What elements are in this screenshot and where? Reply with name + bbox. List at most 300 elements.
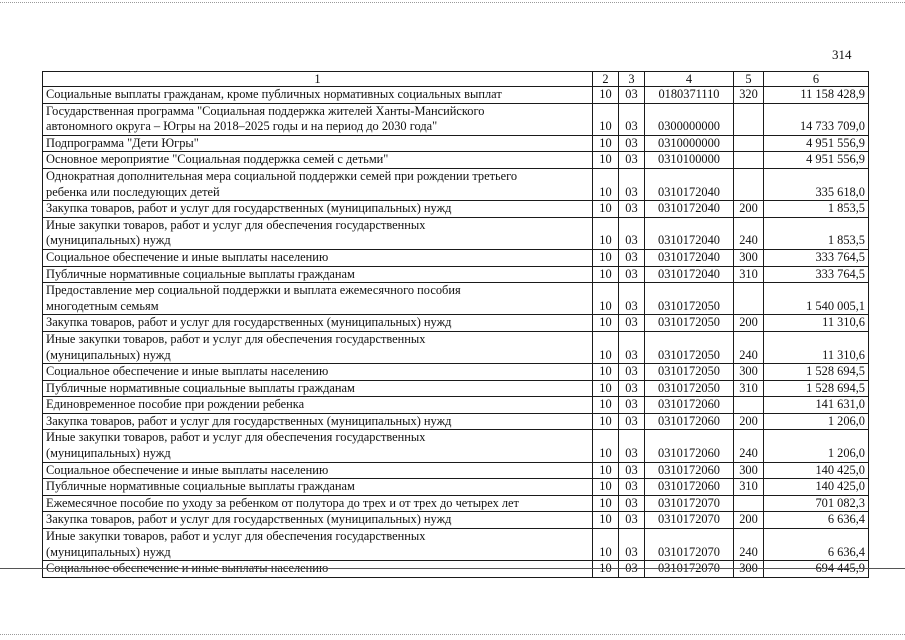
row-expense-type (734, 380, 764, 397)
budget-table (42, 71, 869, 578)
row-section (593, 512, 619, 529)
row-subsection-text: 03 (625, 201, 638, 216)
row-section-text: 10 (599, 462, 612, 477)
row-name-text: Однократная дополнительная мера социальной поддержки семей при рождении третьего ребенка или последующих детей (46, 168, 518, 199)
row-name-text: Закупка товаров, работ и услуг для государственных (муниципальных) нужд (46, 201, 452, 216)
row-subsection (619, 512, 645, 529)
row-amount-text: 140 425,0 (815, 479, 865, 494)
row-subsection (619, 217, 645, 249)
row-target-code-text: 0310172060 (658, 413, 720, 428)
row-expense-type (734, 529, 764, 561)
row-name (43, 249, 593, 266)
row-target-code (645, 152, 734, 169)
row-subsection (619, 364, 645, 381)
row-expense-type-text: 300 (739, 249, 758, 264)
row-name-text: Государственная программа "Социальная поддержка жителей Ханты-Мансийского автономного округа – Югры на 2018–2025 годы и на период до 2030 года" (46, 103, 485, 134)
table-row (43, 512, 869, 529)
row-target-code (645, 87, 734, 104)
table-row (43, 462, 869, 479)
row-subsection-text: 03 (625, 380, 638, 395)
row-name-text: Социальное обеспечение и иные выплаты населению (46, 364, 329, 379)
row-target-code-text: 0310172060 (658, 462, 720, 477)
row-target-code (645, 413, 734, 430)
row-subsection-text: 03 (625, 135, 638, 150)
row-target-code (645, 462, 734, 479)
row-expense-type (734, 103, 764, 135)
row-expense-type (734, 135, 764, 152)
row-name (43, 512, 593, 529)
row-section-text: 10 (599, 364, 612, 379)
row-section (593, 249, 619, 266)
row-section-text: 10 (599, 544, 612, 559)
row-subsection-text: 03 (625, 397, 638, 412)
row-expense-type (734, 168, 764, 200)
row-expense-type-text: 200 (739, 315, 758, 330)
row-expense-type-text: 200 (739, 512, 758, 527)
table-row (43, 135, 869, 152)
row-section (593, 561, 619, 578)
row-expense-type (734, 479, 764, 496)
row-name-text: Иные закупки товаров, работ и услуг для обеспечения государственных (муниципальных) нужд (46, 529, 426, 559)
row-section (593, 495, 619, 512)
row-name (43, 103, 593, 135)
table-row (43, 529, 869, 561)
row-section (593, 168, 619, 200)
row-amount-text: 694 445,9 (815, 561, 865, 576)
row-name-text: Основное мероприятие "Социальная поддержка семей с детьми" (46, 152, 389, 167)
row-section (593, 135, 619, 152)
row-section (593, 315, 619, 332)
row-section (593, 266, 619, 283)
row-section (593, 479, 619, 496)
row-target-code-text: 0310172060 (658, 446, 720, 461)
row-name-text: Закупка товаров, работ и услуг для государственных (муниципальных) нужд (46, 413, 452, 428)
row-expense-type (734, 462, 764, 479)
row-target-code (645, 168, 734, 200)
row-amount (764, 479, 869, 496)
row-target-code (645, 135, 734, 152)
row-amount (764, 152, 869, 169)
row-name (43, 217, 593, 249)
row-amount-text: 6 636,4 (827, 512, 865, 527)
table-row (43, 217, 869, 249)
row-section-text: 10 (599, 152, 612, 167)
row-section (593, 462, 619, 479)
row-target-code (645, 249, 734, 266)
row-name-text: Социальное обеспечение и иные выплаты населению (46, 561, 329, 576)
row-section (593, 283, 619, 315)
row-amount (764, 495, 869, 512)
row-expense-type (734, 87, 764, 104)
row-amount (764, 364, 869, 381)
row-name-text: Подпрограмма "Дети Югры" (46, 135, 199, 150)
row-expense-type (734, 217, 764, 249)
row-name (43, 364, 593, 381)
row-amount (764, 397, 869, 414)
row-name-text: Социальные выплаты гражданам, кроме публичных нормативных социальных выплат (46, 87, 502, 101)
row-section-text: 10 (599, 135, 612, 150)
row-name-text: Иные закупки товаров, работ и услуг для обеспечения государственных (муниципальных) нужд (46, 217, 426, 248)
table-row (43, 168, 869, 200)
row-target-code (645, 495, 734, 512)
row-subsection (619, 266, 645, 283)
row-subsection-text: 03 (625, 495, 638, 510)
row-amount-text: 4 951 556,9 (806, 152, 865, 167)
row-amount-text: 333 764,5 (815, 249, 865, 264)
row-expense-type (734, 413, 764, 430)
row-name-text: Публичные нормативные социальные выплаты гражданам (46, 380, 355, 395)
table-row (43, 561, 869, 578)
row-subsection-text: 03 (625, 544, 638, 559)
row-subsection-text: 03 (625, 479, 638, 494)
table-row (43, 331, 869, 363)
row-amount-text: 11 310,6 (822, 315, 865, 330)
row-target-code (645, 479, 734, 496)
row-section-text: 10 (599, 446, 612, 461)
row-name (43, 561, 593, 578)
row-subsection (619, 413, 645, 430)
table-row (43, 249, 869, 266)
row-subsection (619, 430, 645, 462)
row-section-text: 10 (599, 561, 612, 576)
row-target-code-text: 0310172050 (658, 315, 720, 330)
row-section (593, 201, 619, 218)
row-expense-type (734, 249, 764, 266)
row-subsection-text: 03 (625, 266, 638, 281)
row-expense-type (734, 266, 764, 283)
row-target-code (645, 266, 734, 283)
row-amount (764, 103, 869, 135)
row-amount (764, 135, 869, 152)
row-section-text: 10 (599, 413, 612, 428)
row-section-text: 10 (599, 233, 612, 248)
row-name (43, 135, 593, 152)
row-expense-type (734, 152, 764, 169)
row-amount-text: 333 764,5 (815, 266, 865, 281)
row-section-text: 10 (599, 479, 612, 494)
row-name (43, 479, 593, 496)
row-subsection (619, 152, 645, 169)
row-subsection-text: 03 (625, 561, 638, 576)
row-target-code (645, 283, 734, 315)
row-amount (764, 87, 869, 104)
header-col-6: 6 (764, 72, 869, 87)
row-subsection-text: 03 (625, 364, 638, 379)
row-amount-text: 1 528 694,5 (806, 380, 865, 395)
row-target-code (645, 512, 734, 529)
row-target-code-text: 0300000000 (658, 119, 720, 134)
row-target-code (645, 380, 734, 397)
row-target-code-text: 0310172070 (658, 561, 720, 576)
row-expense-type-text: 310 (739, 479, 758, 494)
row-target-code-text: 0310000000 (658, 135, 720, 150)
table-row (43, 495, 869, 512)
row-expense-type-text: 240 (739, 446, 758, 461)
row-amount-text: 11 158 428,9 (800, 87, 865, 101)
row-subsection (619, 135, 645, 152)
row-amount (764, 512, 869, 529)
row-name-text: Единовременное пособие при рождении ребенка (46, 397, 305, 412)
row-subsection-text: 03 (625, 119, 638, 134)
row-section-text: 10 (599, 380, 612, 395)
row-subsection-text: 03 (625, 298, 638, 313)
row-name (43, 529, 593, 561)
row-amount (764, 283, 869, 315)
row-name-text: Публичные нормативные социальные выплаты гражданам (46, 479, 355, 494)
table-row (43, 397, 869, 414)
row-name (43, 152, 593, 169)
row-expense-type-text: 200 (739, 201, 758, 216)
row-amount (764, 217, 869, 249)
row-target-code (645, 561, 734, 578)
row-amount (764, 561, 869, 578)
row-expense-type (734, 397, 764, 414)
row-expense-type (734, 512, 764, 529)
row-amount (764, 430, 869, 462)
row-target-code-text: 0310172060 (658, 397, 720, 412)
row-section (593, 380, 619, 397)
table-row (43, 413, 869, 430)
row-section (593, 331, 619, 363)
row-subsection (619, 87, 645, 104)
row-subsection-text: 03 (625, 315, 638, 330)
header-col-4: 4 (645, 72, 734, 87)
row-section (593, 364, 619, 381)
row-amount-text: 14 733 709,0 (799, 119, 865, 134)
row-expense-type-text: 300 (739, 561, 758, 576)
page-number: 314 (832, 47, 852, 62)
row-target-code-text: 0310100000 (658, 152, 720, 167)
row-subsection-text: 03 (625, 446, 638, 461)
row-subsection (619, 380, 645, 397)
row-amount-text: 1 853,5 (827, 201, 865, 216)
row-section-text: 10 (599, 298, 612, 313)
table-row (43, 87, 869, 104)
row-subsection (619, 331, 645, 363)
row-section-text: 10 (599, 201, 612, 216)
row-name-text: Иные закупки товаров, работ и услуг для обеспечения государственных (муниципальных) нужд (46, 331, 426, 362)
row-target-code (645, 315, 734, 332)
row-target-code (645, 201, 734, 218)
table-row (43, 283, 869, 315)
row-subsection (619, 561, 645, 578)
row-subsection (619, 495, 645, 512)
row-expense-type (734, 430, 764, 462)
scan-strike-line (0, 568, 905, 569)
row-amount (764, 413, 869, 430)
row-expense-type (734, 315, 764, 332)
row-section (593, 152, 619, 169)
row-subsection-text: 03 (625, 413, 638, 428)
row-name-text: Социальное обеспечение и иные выплаты населению (46, 462, 329, 477)
row-amount-text: 140 425,0 (815, 462, 865, 477)
row-name (43, 87, 593, 104)
scan-edge-top (0, 2, 905, 3)
row-section-text: 10 (599, 512, 612, 527)
table-row (43, 201, 869, 218)
row-amount (764, 201, 869, 218)
row-expense-type-text: 300 (739, 462, 758, 477)
table-row (43, 103, 869, 135)
row-amount-text: 4 951 556,9 (806, 135, 865, 150)
row-subsection-text: 03 (625, 87, 638, 101)
row-section-text: 10 (599, 315, 612, 330)
row-subsection-text: 03 (625, 347, 638, 362)
row-subsection (619, 315, 645, 332)
row-target-code-text: 0310172060 (658, 479, 720, 494)
row-amount (764, 315, 869, 332)
row-amount-text: 1 206,0 (827, 446, 865, 461)
header-col-2: 2 (593, 72, 619, 87)
row-name (43, 266, 593, 283)
row-name-text: Закупка товаров, работ и услуг для государственных (муниципальных) нужд (46, 512, 452, 527)
row-name (43, 462, 593, 479)
row-expense-type-text: 320 (739, 87, 758, 101)
row-target-code-text: 0310172070 (658, 512, 720, 527)
row-expense-type-text: 200 (739, 413, 758, 428)
table-row (43, 152, 869, 169)
row-expense-type-text: 240 (739, 347, 758, 362)
row-target-code (645, 529, 734, 561)
row-target-code (645, 364, 734, 381)
table-header-row (43, 72, 869, 87)
row-subsection (619, 168, 645, 200)
row-subsection (619, 479, 645, 496)
row-section (593, 430, 619, 462)
row-target-code-text: 0310172040 (658, 266, 720, 281)
row-target-code-text: 0310172070 (658, 544, 720, 559)
row-amount (764, 380, 869, 397)
row-target-code (645, 430, 734, 462)
row-expense-type-text: 310 (739, 266, 758, 281)
row-expense-type (734, 561, 764, 578)
row-subsection (619, 201, 645, 218)
row-target-code-text: 0310172040 (658, 233, 720, 248)
row-name (43, 430, 593, 462)
row-subsection-text: 03 (625, 233, 638, 248)
row-amount-text: 141 631,0 (815, 397, 865, 412)
row-subsection-text: 03 (625, 152, 638, 167)
row-expense-type-text: 310 (739, 380, 758, 395)
row-section (593, 413, 619, 430)
row-section-text: 10 (599, 266, 612, 281)
row-amount-text: 1 528 694,5 (806, 364, 865, 379)
row-target-code (645, 217, 734, 249)
row-section-text: 10 (599, 495, 612, 510)
row-amount (764, 529, 869, 561)
row-amount (764, 462, 869, 479)
row-subsection (619, 529, 645, 561)
row-subsection (619, 462, 645, 479)
row-name (43, 495, 593, 512)
row-amount-text: 1 853,5 (827, 233, 865, 248)
row-section-text: 10 (599, 87, 612, 101)
row-amount-text: 701 082,3 (815, 495, 865, 510)
row-section (593, 397, 619, 414)
row-subsection-text: 03 (625, 462, 638, 477)
row-name-text: Закупка товаров, работ и услуг для государственных (муниципальных) нужд (46, 315, 452, 330)
row-section (593, 217, 619, 249)
row-target-code-text: 0180371110 (658, 87, 720, 101)
row-subsection (619, 103, 645, 135)
row-expense-type (734, 283, 764, 315)
row-amount-text: 1 540 005,1 (806, 298, 865, 313)
row-expense-type-text: 240 (739, 544, 758, 559)
header-col-1: 1 (43, 72, 593, 87)
row-amount (764, 331, 869, 363)
row-name-text: Иные закупки товаров, работ и услуг для обеспечения государственных (муниципальных) нужд (46, 430, 426, 461)
row-name-text: Ежемесячное пособие по уходу за ребенком от полутора до трех и от трех до четырех лет (46, 495, 519, 510)
row-section (593, 529, 619, 561)
scan-edge-bottom (0, 634, 905, 635)
row-target-code-text: 0310172040 (658, 184, 720, 199)
row-target-code-text: 0310172050 (658, 380, 720, 395)
row-subsection (619, 397, 645, 414)
row-target-code (645, 331, 734, 363)
row-amount-text: 6 636,4 (827, 544, 865, 559)
row-section-text: 10 (599, 249, 612, 264)
row-target-code-text: 0310172040 (658, 201, 720, 216)
row-name (43, 283, 593, 315)
header-col-3: 3 (619, 72, 645, 87)
row-name-text: Публичные нормативные социальные выплаты гражданам (46, 266, 355, 281)
row-target-code-text: 0310172070 (658, 495, 720, 510)
row-target-code-text: 0310172040 (658, 249, 720, 264)
row-name (43, 413, 593, 430)
row-expense-type-text: 300 (739, 364, 758, 379)
row-name (43, 168, 593, 200)
row-name-text: Предоставление мер социальной поддержки и выплата ежемесячного пособия многодетным семьям (46, 283, 461, 313)
row-name (43, 397, 593, 414)
row-subsection-text: 03 (625, 512, 638, 527)
row-expense-type (734, 331, 764, 363)
row-name-text: Социальное обеспечение и иные выплаты населению (46, 249, 329, 264)
row-expense-type (734, 201, 764, 218)
row-target-code (645, 397, 734, 414)
row-section (593, 103, 619, 135)
row-subsection-text: 03 (625, 184, 638, 199)
table-row (43, 479, 869, 496)
row-name (43, 380, 593, 397)
row-name (43, 201, 593, 218)
table-row (43, 380, 869, 397)
row-subsection (619, 249, 645, 266)
row-amount-text: 11 310,6 (822, 347, 865, 362)
row-name (43, 315, 593, 332)
row-section-text: 10 (599, 119, 612, 134)
row-expense-type (734, 495, 764, 512)
table-row (43, 430, 869, 462)
row-section-text: 10 (599, 397, 612, 412)
row-target-code-text: 0310172050 (658, 364, 720, 379)
row-amount (764, 168, 869, 200)
row-section-text: 10 (599, 184, 612, 199)
row-name (43, 331, 593, 363)
row-expense-type-text: 240 (739, 233, 758, 248)
row-subsection (619, 283, 645, 315)
row-target-code (645, 103, 734, 135)
row-section (593, 87, 619, 104)
header-col-5: 5 (734, 72, 764, 87)
row-amount (764, 266, 869, 283)
row-subsection-text: 03 (625, 249, 638, 264)
table-row (43, 266, 869, 283)
row-section-text: 10 (599, 347, 612, 362)
row-target-code-text: 0310172050 (658, 347, 720, 362)
row-amount (764, 249, 869, 266)
row-target-code-text: 0310172050 (658, 298, 720, 313)
row-expense-type (734, 364, 764, 381)
